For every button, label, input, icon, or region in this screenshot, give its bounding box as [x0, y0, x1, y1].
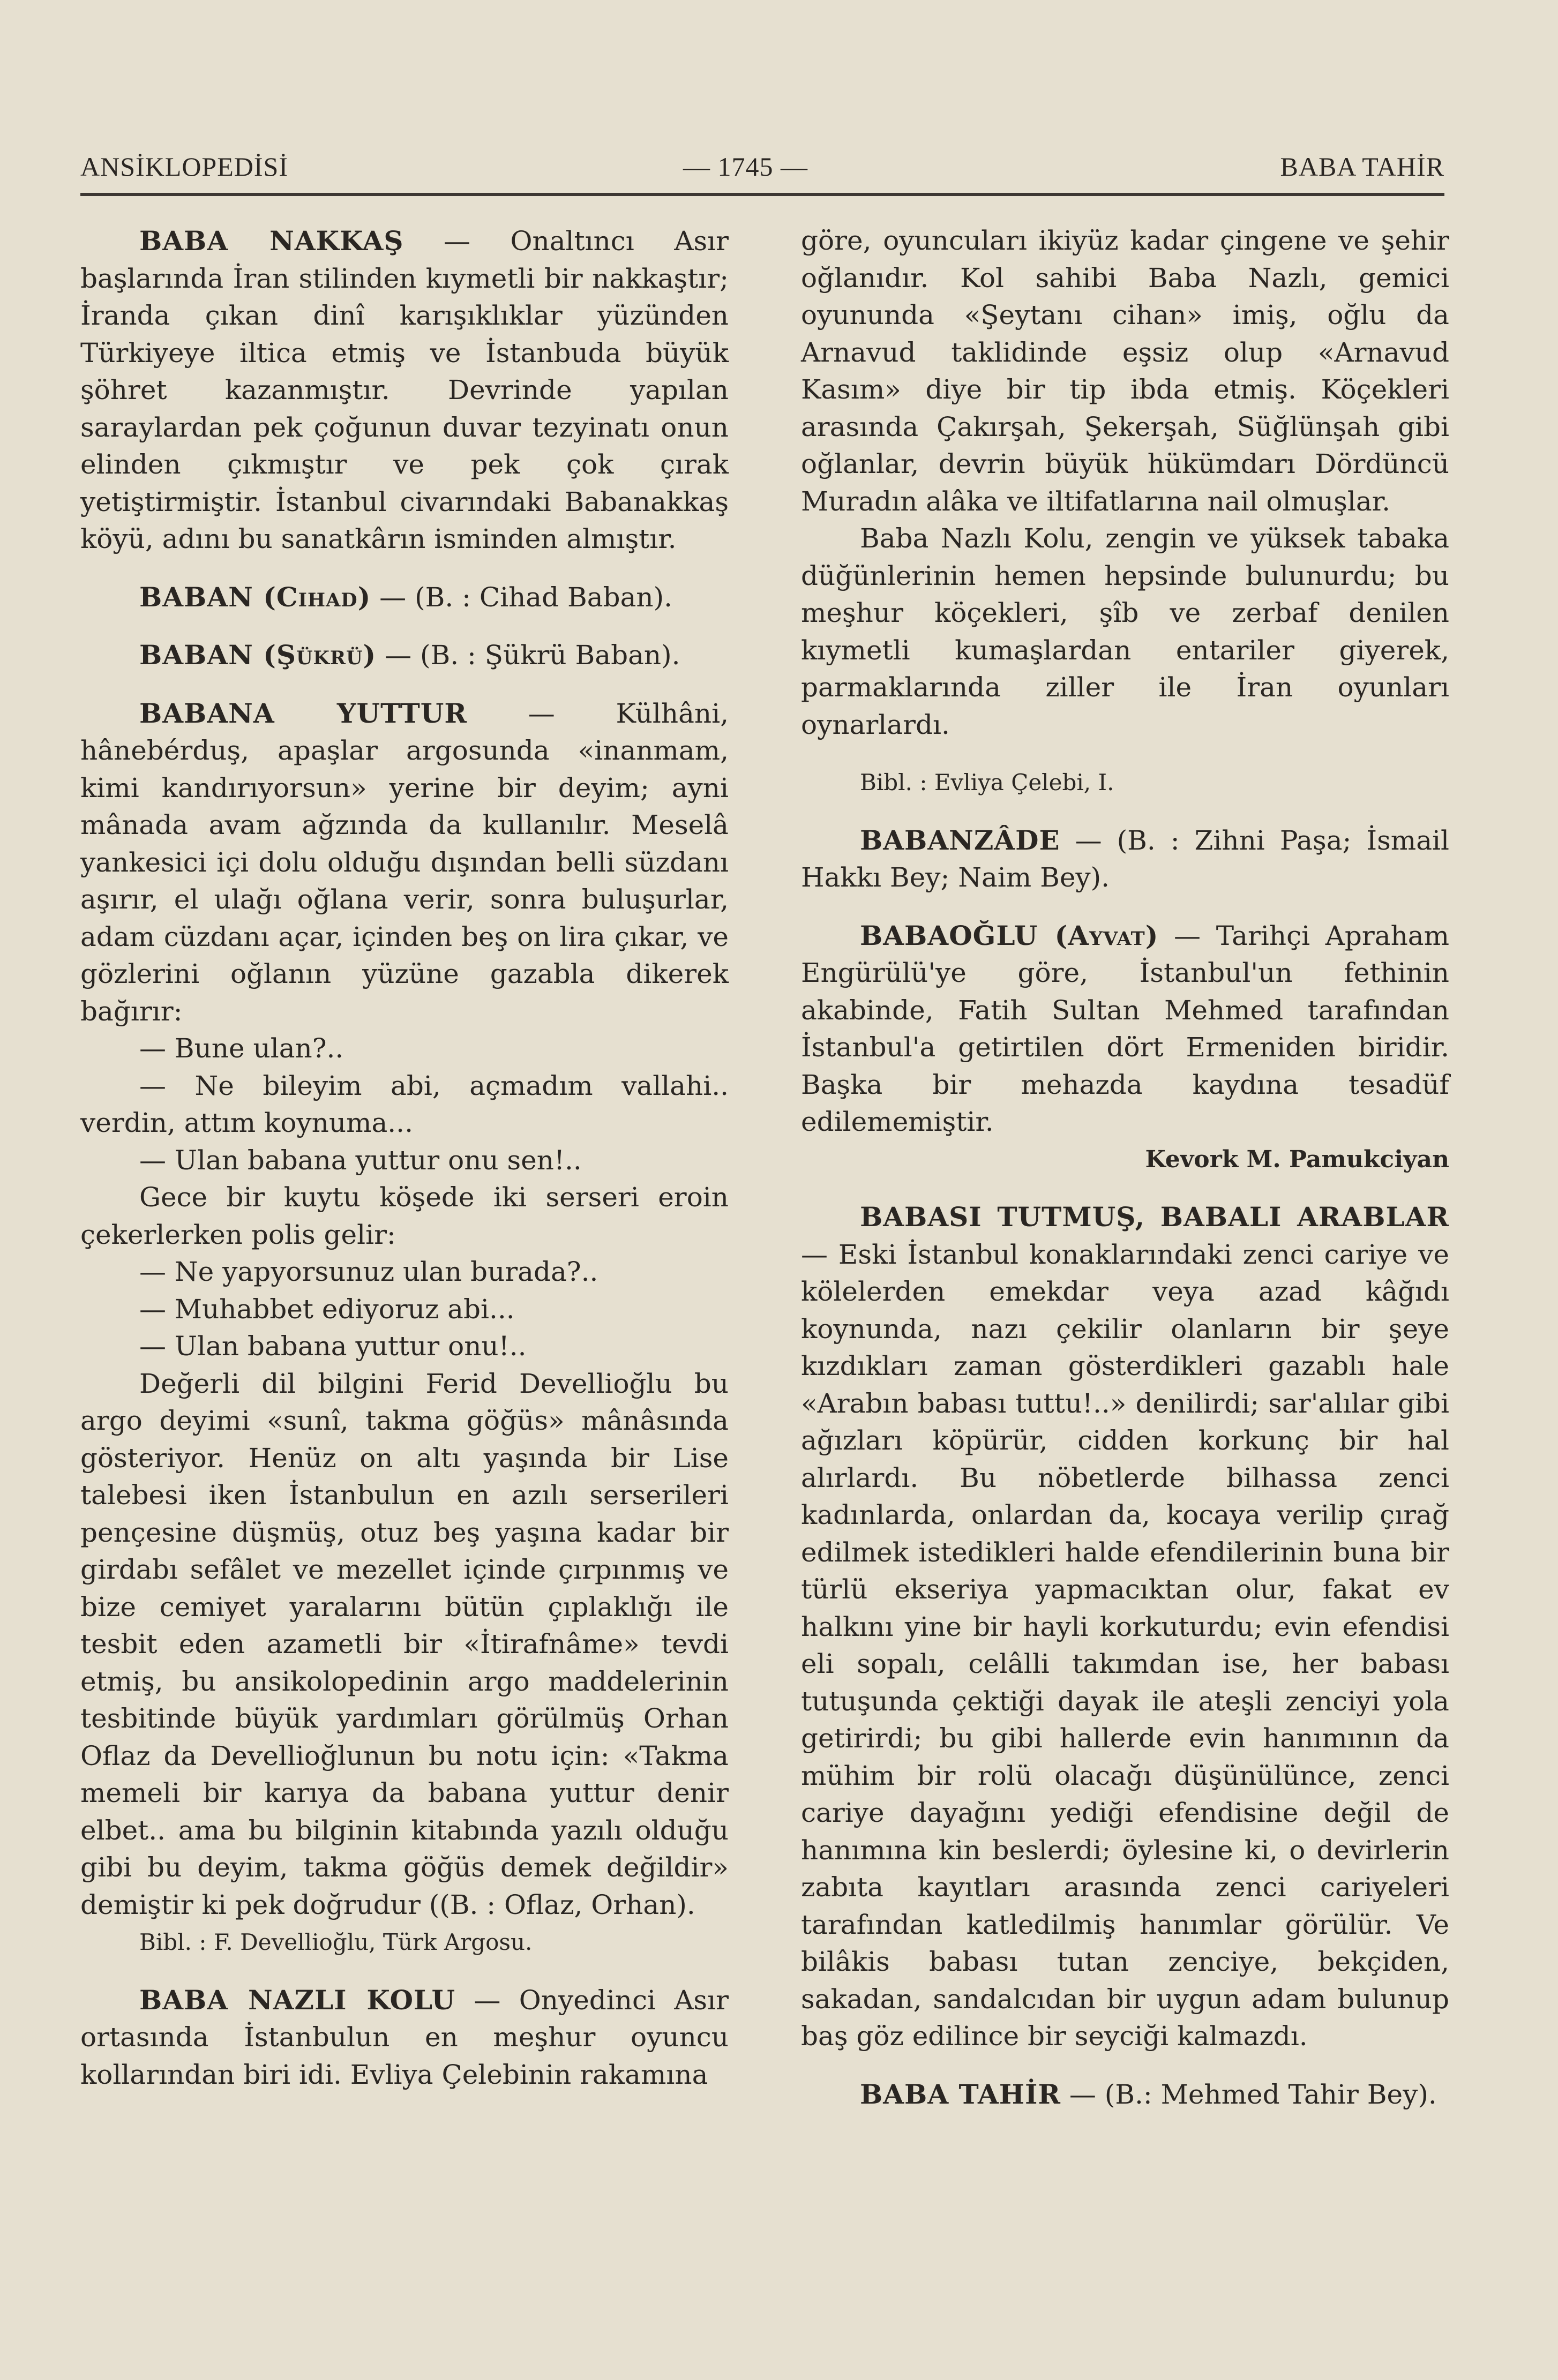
- entry-text: — (B. : Cihad Baban).: [371, 581, 672, 613]
- dialog-line: — Bune ulan?..: [139, 1033, 344, 1064]
- entry-text: — Onyedinci Asır ortasında İstanbulun en meşhur oyuncu kollarından biri idi. Evliya Çelebinin rakamına: [80, 1984, 729, 2090]
- headword: BABAN (Şükrü): [139, 639, 377, 671]
- headword: BABA TAHİR: [860, 2078, 1061, 2110]
- entry-text: — Tarihçi Apraham Engürülü'ye göre, İstanbul'un fethinin akabinde, Fatih Sultan Mehmed tarafından İstanbul'a getirtilen dört Ermeniden biridir. Başka bir mehazda kaydına tesadüf edilememiştir.: [801, 920, 1449, 1137]
- headword: BABASI TUTMUŞ, BABALI ARABLAR: [860, 1201, 1449, 1233]
- entry-baba-nakkas: [80, 222, 729, 558]
- right-column: [801, 222, 1449, 2113]
- dialog-line: — Ulan babana yuttur onu sen!..: [139, 1144, 582, 1176]
- page-number: — 1745 —: [683, 152, 808, 182]
- headword: BABAOĞLU (Ayvat): [860, 919, 1159, 951]
- dialog-line: — Ulan babana yuttur onu!..: [139, 1331, 527, 1362]
- headword: BABA NAKKAŞ: [139, 225, 404, 257]
- entry-text: — Eski İstanbul konaklarındaki zenci cariye ve kölelerden emekdar veya azad kâğıdı koynunda, nazı çekilir olanların bir şeye kızdıkları zaman gösterdikleri gazablı hale «Arabın babası tuttu!..» denilirdi; sar'alılar gibi ağızları köpürür, cidden korkunç bir hal alırlardı. Bu nöbetlerde bilhassa zenci kadınlarda, onlardan da, kocaya verilip çırağ edilmek istedikleri halde efendilerinin buna bir türlü ekseriya yapmacıktan olur, fakat ev halkını yine bir hayli korkuturdu; evin efendisi eli sopalı, celâlli takımdan ise, her babası tutuşunda çektiği dayak ile ateşli zenciyi yola getirirdi; bu gibi hallerde evin hanımının da mühim bir rolü olacağı düşünülünce, zenci cariye dayağını yediği efendisine değil de hanımına kin beslerdi; öylesine ki, o devirlerin zabıta kayıtları arasında zenci cariyeleri tarafından katledilmiş hanımlar görülür. Ve bilâkis babası tutan zenciye, bekçiden, sakadan, sandalcıdan bir uygun adam bulunup baş göz edilince bir seyciği kalmazdı.: [801, 1238, 1449, 2052]
- entry-baba-tahir: [801, 2076, 1449, 2114]
- left-column: [80, 222, 729, 2093]
- paragraph: Değerli dil bilgini Ferid Devellioğlu bu argo deyimi «sunî, takma göğüs» mânâsında gösteriyor. Henüz on altı yaşında bir Lise talebesi iken İstanbulun en azılı serserileri pençesine düşmüş, otuz beş yaşına kadar bir girdabı sefâlet ve mezellet içinde çırpınmış ve bize cemiyet yaralarını bütün çıplaklığı ile tesbit eden azametli bir «İtirafnâme» tevdi etmiş, bu ansikolopedinin argo maddelerinin tesbitinde büyük yardımları görülmüş Orhan Oflaz da Devellioğlunun bu notu için: «Takma memeli bir karıya da babana yuttur denir elbet.. ama bu bilginin kitabında yazılı olduğu gibi bu deyim, takma göğüs demek değildir» demiştir ki pek doğrudur ((B. : Oflaz, Orhan).: [80, 1368, 729, 1920]
- entry-text: — Külhâni, hânebérduş, apaşlar argosunda «inanmam, kimi kandırıyorsun» yerine bir deyim; ayni mânada avam ağzında da kullanılır. Meselâ yankesici içi dolu olduğu dışından belli süzdanı aşırır, el ulağı oğlana verir, sonra buluşurlar, adam cüzdanı açar, içinden beş on lira çıkar, ve gözlerini oğlanın yüzüne gazabla dikerek bağırır:: [80, 697, 729, 1027]
- dialog-line: — Muhabbet ediyoruz abi...: [139, 1293, 515, 1325]
- header-left: ANSİKLOPEDİSİ: [80, 152, 288, 182]
- paragraph: göre, oyuncuları ikiyüz kadar çingene ve şehir oğlanıdır. Kol sahibi Baba Nazlı, gemici oyununda «Şeytanı cihan» imiş, oğlu da Arnavud taklidinde eşsiz olup «Arnavud Kasım» diye bir tip ibda etmiş. Köçekleri arasında Çakırşah, Şekerşah, Süğlünşah gibi oğlanlar, devrin büyük hükümdarı Dördüncü Muradın alâka ve iltifatlarına nail olmuşlar.: [801, 225, 1449, 517]
- entry-babanzade: [801, 822, 1449, 897]
- entry-baban-sukru: [80, 636, 729, 674]
- headword: BABA NAZLI KOLU: [139, 1984, 456, 2016]
- entry-babana-yuttur: [80, 695, 729, 1031]
- header-rule: [80, 193, 1444, 196]
- entry-baba-nazli-kolu: [80, 1981, 729, 2094]
- author-signature: Kevork M. Pamukciyan: [1145, 1145, 1449, 1173]
- headword: BABANZÂDE: [860, 824, 1060, 856]
- paragraph: Gece bir kuytu köşede iki serseri eroin çekerlerken polis gelir:: [80, 1182, 729, 1250]
- header-right: BABA TAHİR: [1280, 152, 1444, 182]
- dialog-line: — Ne yapyorsunuz ulan burada?..: [139, 1256, 598, 1287]
- entry-text: — Onaltıncı Asır başlarında İran stilinden kıymetli bir nakkaştır; İranda çıkan dinî karışıklıklar yüzünden Türkiyeye iltica etmiş ve İstanbuda büyük şöhret kazanmıştır. Devrinde yapılan saraylardan pek çoğunun duvar tezyinatı onun elinden çıkmıştır ve pek çok çırak yetiştirmiştir. İstanbul civarındaki Babanakkaş köyü, adını bu sanatkârın isminden almıştır.: [80, 226, 729, 554]
- entry-text: — (B. : Zihni Paşa; İsmail Hakkı Bey; Naim Bey).: [801, 824, 1449, 893]
- bibliography: Bibl. : Evliya Çelebi, I.: [860, 769, 1114, 795]
- page-header: [80, 151, 1444, 194]
- entry-text: — (B. : Şükrü Baban).: [376, 640, 680, 671]
- entry-babaoglu: [801, 917, 1449, 1141]
- headword: BABANA YUTTUR: [139, 697, 467, 729]
- entry-babasi-tutmus: [801, 1198, 1449, 2055]
- paragraph: Baba Nazlı Kolu, zengin ve yüksek tabaka düğünlerinin hemen hepsinde bulunurdu; bu meşhur köçekleri, şîb ve zerbaf denilen kıymetli kumaşlardan entariler giyerek, parmaklarında ziller ile İran oyunları oynarlardı.: [801, 523, 1449, 740]
- dialog-line: — Ne bileyim abi, açmadım vallahi.. verdin, attım koynuma...: [80, 1070, 729, 1138]
- bibliography: Bibl. : F. Devellioğlu, Türk Argosu.: [139, 1929, 533, 1955]
- entry-baban-cihad: [80, 579, 729, 617]
- headword: BABAN (Cihad): [139, 581, 371, 613]
- entry-text: — (B.: Mehmed Tahir Bey).: [1060, 2078, 1437, 2110]
